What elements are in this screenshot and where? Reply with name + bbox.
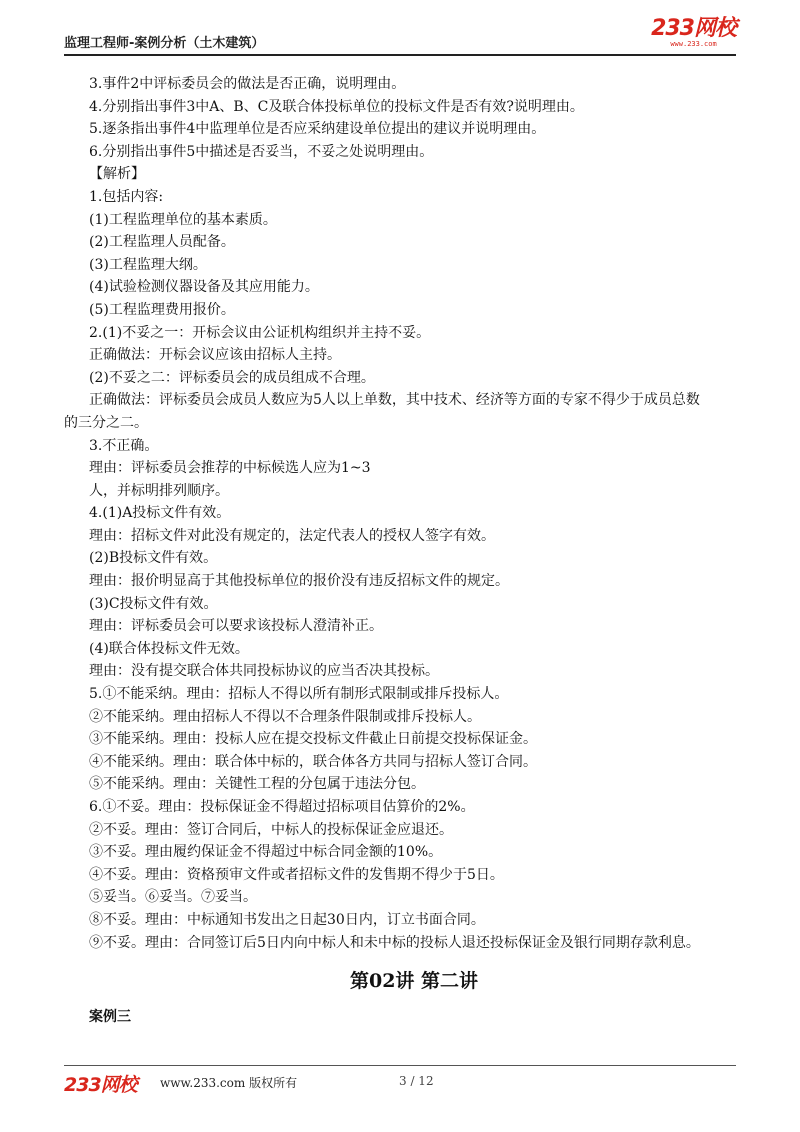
logo-text: 233网校 — [651, 16, 736, 41]
answer-line: 理由：招标文件对此没有规定的，法定代表人的授权人签字有效。 — [89, 527, 495, 544]
answer-line: ④不妥。理由：资格预审文件或者招标文件的发售期不得少于5日。 — [89, 866, 504, 883]
answer-line: ②不能采纳。理由招标人不得以不合理条件限制或排斥投标人。 — [89, 708, 481, 725]
answer-line: (3)C投标文件有效。 — [89, 595, 218, 612]
answer-line: 1.包括内容: — [89, 188, 164, 205]
answer-line: (1)工程监理单位的基本素质。 — [89, 211, 277, 228]
question-6: 6.分别指出事件5中描述是否妥当，不妥之处说明理由。 — [89, 143, 434, 160]
answer-line: ③不妥。理由履约保证金不得超过中标合同金额的10%。 — [89, 844, 443, 861]
lecture-heading: 第02讲 第二讲 — [349, 970, 479, 993]
answer-line: 2.(1)不妥之一：开标会议由公证机构组织并主持不妥。 — [89, 324, 431, 341]
answer-line: 正确做法：开标会议应该由招标人主持。 — [89, 347, 341, 364]
answer-line: (2)不妥之二：评标委员会的成员组成不合理。 — [89, 369, 375, 386]
analysis-heading: 【解析】 — [89, 166, 145, 183]
document-title: 监理工程师-案例分析（土木建筑） — [64, 36, 265, 51]
answer-line: 理由：评标委员会可以要求该投标人澄清补正。 — [89, 618, 383, 635]
answer-line: 6.①不妥。理由：投标保证金不得超过招标项目估算价的2%。 — [89, 799, 475, 815]
answer-line: ⑧不妥。理由：中标通知书发出之日起30日内，订立书面合同。 — [89, 911, 485, 928]
copyright-text: www.233.com 版权所有 — [160, 1076, 298, 1090]
question-3: 3.事件2中评标委员会的做法是否正确，说明理由。 — [89, 76, 406, 92]
answer-line: (2)B投标文件有效。 — [89, 550, 218, 567]
answer-line: 3.不正确。 — [89, 437, 159, 454]
case-label: 案例三 — [89, 1009, 131, 1026]
answer-line: 理由：没有提交联合体共同投标协议的应当否决其投标。 — [89, 663, 439, 680]
question-4: 4.分别指出事件3中A、B、C及联合体投标单位的投标文件是否有效?说明理由。 — [89, 98, 584, 115]
brand-logo — [651, 18, 736, 48]
answer-line: (3)工程监理大纲。 — [89, 256, 207, 273]
answer-line: 5.①不能采纳。理由：招标人不得以所有制形式限制或排斥投标人。 — [89, 686, 509, 703]
footer-logo: 233网校 — [64, 1074, 137, 1096]
answer-line: (2)工程监理人员配备。 — [89, 234, 235, 251]
answer-line: 4.(1)A投标文件有效。 — [89, 505, 231, 522]
page-body — [64, 73, 739, 1029]
answer-line: 人，并标明排列顺序。 — [89, 482, 229, 499]
answer-line: ④不能采纳。理由：联合体中标的，联合体各方共同与招标人签订合同。 — [89, 753, 537, 770]
answer-line: ③不能采纳。理由：投标人应在提交投标文件截止日前提交投标保证金。 — [89, 731, 537, 748]
answer-line: 正确做法：评标委员会成员人数应为5人以上单数，其中技术、经济等方面的专家不得少于成员总数 — [89, 392, 700, 409]
page-header — [64, 18, 736, 54]
answer-line: ②不妥。理由：签订合同后，中标人的投标保证金应退还。 — [89, 821, 453, 838]
answer-line: ⑤不能采纳。理由：关键性工程的分包属于违法分包。 — [89, 776, 425, 793]
answer-line: (4)联合体投标文件无效。 — [89, 640, 249, 657]
answer-line: ⑤妥当。⑥妥当。⑦妥当。 — [89, 889, 257, 906]
logo-url: www.233.com — [670, 40, 717, 48]
answer-line: (4)试验检测仪器设备及其应用能力。 — [89, 279, 319, 296]
answer-line: ⑨不妥。理由：合同签订后5日内向中标人和未中标的投标人退还投标保证金及银行同期存款利息。 — [89, 934, 700, 951]
page-footer — [64, 1070, 736, 1094]
answer-line: 理由：评标委员会推荐的中标候选人应为1~3 — [89, 460, 371, 477]
answer-line: 理由：报价明显高于其他投标单位的报价没有违反招标文件的规定。 — [89, 573, 509, 590]
question-5: 5.逐条指出事件4中监理单位是否应采纳建设单位提出的建议并说明理由。 — [89, 121, 546, 138]
footer-divider — [64, 1065, 736, 1066]
answer-line-continued: 的三分之二。 — [64, 414, 148, 431]
page-number: 3 / 12 — [399, 1074, 434, 1088]
answer-line: (5)工程监理费用报价。 — [89, 301, 235, 318]
header-divider — [64, 54, 736, 56]
